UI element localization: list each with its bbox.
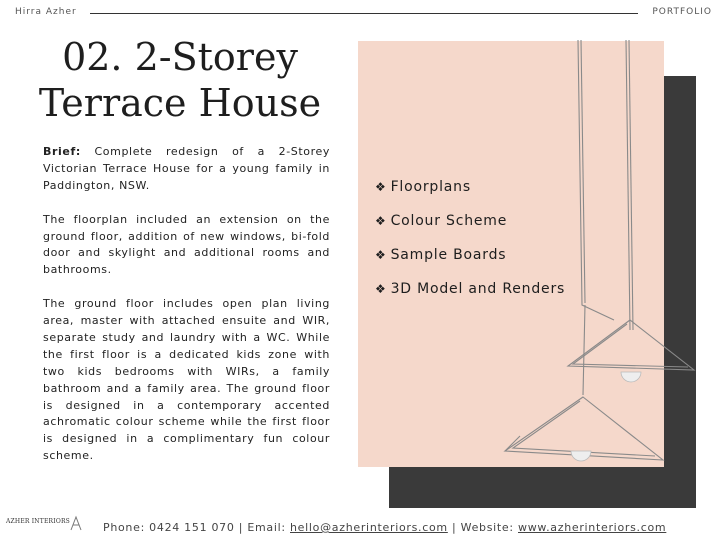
diamond-bullet-icon: ❖ <box>375 248 387 262</box>
title-line-1: 02. 2-Storey <box>62 35 298 79</box>
list-item: ❖ Colour Scheme <box>375 213 508 229</box>
diamond-bullet-icon: ❖ <box>375 180 387 194</box>
list-item: ❖ Floorplans <box>375 179 471 195</box>
deliverables-list <box>375 170 625 306</box>
author-name: Hirra Azher <box>15 7 77 17</box>
top-header <box>0 0 720 26</box>
list-item: ❖ Sample Boards <box>375 247 507 263</box>
layout-paragraph: The ground floor includes open plan living area, master with attached ensuite and WIR, separate study and laundry with a WC. While the first floor is a dedicated kids zone with two kids bedrooms with WIRs, a family bathroom and a family area. The ground floor is designed in a contemporary accented achromatic colour scheme while the first floor is designed in a complimentary fun colour scheme. <box>43 297 330 463</box>
email-link[interactable]: hello@azherinteriors.com <box>290 521 448 534</box>
brief-paragraph <box>43 144 330 195</box>
brief-label: Brief: <box>43 145 81 158</box>
header-rule <box>90 13 638 14</box>
website-label: | Website: <box>452 521 514 534</box>
logo-mark-icon <box>69 515 83 531</box>
phone-text: Phone: 0424 151 070 <box>103 521 235 534</box>
footer <box>0 512 720 540</box>
contact-info <box>103 521 666 534</box>
page-title <box>26 34 334 126</box>
website-link[interactable]: www.azherinteriors.com <box>518 521 667 534</box>
brief-text: Complete redesign of a 2-Storey Victorian Terrace House for a young family in Paddington, NSW. <box>43 145 330 192</box>
list-item: ❖ 3D Model and Renders <box>375 281 566 297</box>
diamond-bullet-icon: ❖ <box>375 282 387 296</box>
project-description <box>43 144 330 482</box>
title-line-2: Terrace House <box>38 81 322 125</box>
diamond-bullet-icon: ❖ <box>375 214 387 228</box>
section-label: PORTFOLIO <box>652 7 712 17</box>
company-logo: AZHER INTERIORS <box>6 518 70 525</box>
floorplan-paragraph: The floorplan included an extension on the ground floor, addition of new windows, bi-fold door and skylight and additional rooms and bathrooms. <box>43 212 330 277</box>
email-label: | Email: <box>238 521 286 534</box>
